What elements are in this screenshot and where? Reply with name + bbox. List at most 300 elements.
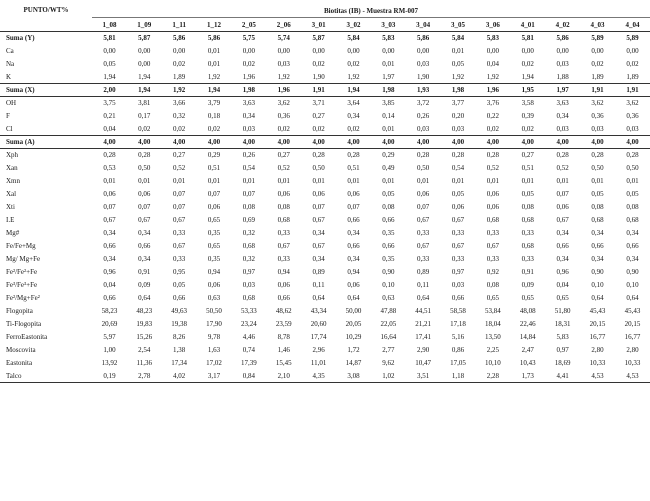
table-cell: 1,91 [615, 84, 650, 97]
table-cell: 5,86 [173, 34, 186, 43]
table-cell: 0,35 [382, 255, 395, 263]
column-header: 3_02 [336, 18, 371, 32]
table-cell: 2,78 [127, 370, 162, 383]
table-cell: 1,94 [103, 72, 116, 81]
table-cell: 3,77 [451, 99, 465, 108]
table-cell: 0,01 [451, 47, 465, 55]
table-cell: 0,34 [591, 255, 604, 263]
table-cell: 14,87 [345, 359, 362, 367]
row-label: Xan [6, 164, 18, 172]
table-cell: 10,10 [485, 359, 501, 367]
table-cell: 0,28 [417, 151, 430, 160]
table-cell: 17,90 [206, 320, 222, 328]
table-cell: 0,07 [347, 203, 360, 211]
table-cell: 0,32 [173, 112, 186, 120]
table-row [0, 123, 650, 136]
table-cell: 1,95 [510, 84, 545, 97]
table-cell: 0,01 [521, 177, 534, 185]
table-cell: 0,66 [591, 242, 604, 250]
table-cell: 0,33 [451, 255, 465, 263]
table-cell: 0,07 [417, 203, 430, 211]
table-cell: 0,07 [138, 203, 151, 211]
row-label: Fe³/Fe³+Fe [6, 281, 38, 289]
table-cell: 0,09 [138, 281, 151, 289]
table-cell: 0,50 [312, 164, 325, 172]
table-cell: 0,05 [626, 190, 639, 198]
table-row [0, 149, 650, 162]
table-cell: 0,52 [556, 164, 569, 172]
table-cell: 0,90 [626, 268, 639, 276]
table-cell: 4,00 [336, 136, 371, 149]
table-cell: 0,68 [277, 216, 290, 224]
table-cell: 0,00 [138, 60, 151, 68]
table-cell: 0,02 [486, 124, 500, 133]
table-cell: 0,06 [347, 281, 360, 289]
table-cell: 0,06 [347, 190, 360, 198]
table-cell: 0,00 [347, 47, 360, 55]
table-cell: 0,01 [347, 177, 360, 185]
table-cell: 0,11 [312, 281, 325, 289]
table-cell: 5,87 [312, 34, 325, 43]
table-cell: 0,33 [521, 229, 534, 237]
table-cell: 47,88 [380, 307, 397, 315]
table-cell: 3,71 [312, 99, 325, 108]
table-cell: 0,07 [556, 190, 569, 198]
table-cell: 0,28 [486, 151, 500, 160]
table-cell: 1,93 [406, 84, 441, 97]
table-cell: 0,96 [556, 268, 569, 276]
table-cell: 0,21 [103, 112, 116, 120]
table-cell: 5,89 [591, 34, 604, 43]
column-header: 1_11 [162, 18, 197, 32]
table-cell: 0,90 [591, 268, 604, 276]
table-cell: 0,69 [242, 216, 255, 224]
table-cell: 5,83 [382, 34, 395, 43]
table-cell: 0,07 [103, 203, 116, 211]
table-cell: 0,34 [556, 255, 569, 263]
table-cell: 3,75 [103, 99, 116, 108]
table-cell: 0,68 [626, 216, 639, 224]
table-cell: 0,03 [626, 124, 639, 133]
table-cell: 0,66 [347, 242, 360, 250]
table-cell: 0,63 [382, 294, 395, 302]
table-cell: 9,78 [207, 333, 221, 341]
table-cell: 3,85 [382, 99, 395, 108]
row-label: OH [6, 99, 17, 108]
table-cell: 0,08 [521, 203, 534, 211]
table-cell: 10,29 [345, 333, 362, 341]
table-cell: 0,06 [103, 190, 116, 198]
table-cell: 0,01 [382, 124, 395, 133]
table-cell: 0,28 [556, 151, 569, 160]
table-cell: 0,28 [347, 151, 360, 160]
table-cell: 17,41 [415, 333, 432, 341]
table-cell: 3,72 [417, 99, 430, 108]
table-cell: 0,36 [277, 112, 290, 120]
row-label: Eastonita [6, 359, 33, 367]
table-cell: 0,14 [382, 112, 395, 120]
table-cell: 0,02 [347, 124, 360, 133]
table-cell: 0,52 [277, 164, 290, 172]
table-row [0, 292, 650, 305]
table-cell: 0,00 [556, 47, 569, 55]
row-label: Mg# [6, 229, 20, 237]
table-cell: 0,06 [451, 203, 465, 211]
table-cell: 0,00 [277, 47, 290, 55]
table-cell: 5,84 [451, 34, 465, 43]
table-cell: 0,00 [382, 47, 395, 55]
table-cell: 0,29 [382, 151, 395, 160]
table-cell: 0,05 [521, 190, 534, 198]
table-cell: 0,02 [521, 60, 534, 68]
table-cell: 50,50 [206, 307, 222, 315]
table-cell: 0,26 [242, 151, 255, 160]
table-row [0, 32, 650, 45]
table-cell: 4,00 [231, 136, 266, 149]
table-cell: 0,65 [521, 294, 534, 302]
table-cell: 0,33 [486, 229, 500, 237]
table-cell: 0,00 [521, 47, 534, 55]
table-row [0, 97, 650, 110]
table-cell: 0,64 [138, 294, 151, 302]
table-cell: 0,02 [242, 60, 255, 68]
table-cell: 58,23 [101, 307, 118, 315]
table-cell: 22,05 [380, 320, 397, 328]
table-cell: 0,06 [556, 203, 569, 211]
table-cell: 3,58 [521, 99, 534, 108]
table-cell: 0,02 [521, 124, 534, 133]
table-body [0, 32, 650, 383]
table-cell: 0,01 [103, 177, 116, 185]
table-cell: 1,98 [441, 84, 476, 97]
table-cell: 4,53 [580, 370, 615, 383]
table-cell: 1,89 [173, 72, 186, 81]
table-row [0, 110, 650, 123]
table-cell: 4,00 [615, 136, 650, 149]
column-header: 2_06 [266, 18, 301, 32]
table-row [0, 175, 650, 188]
table-cell: 3,51 [406, 370, 441, 383]
table-cell: 0,67 [173, 216, 186, 224]
table-cell: 0,35 [207, 229, 221, 237]
table-cell: 0,03 [451, 124, 465, 133]
table-row [0, 240, 650, 253]
table-cell: 0,53 [103, 164, 116, 172]
table-cell: 0,04 [103, 124, 116, 133]
table-cell: 1,96 [475, 84, 510, 97]
table-row [0, 45, 650, 58]
table-cell: 0,68 [242, 294, 255, 302]
table-cell: 0,34 [347, 255, 360, 263]
table-cell: 1,97 [382, 72, 395, 81]
table-cell: 0,36 [626, 112, 639, 120]
table-cell: 45,43 [624, 307, 641, 315]
table-cell: 0,00 [103, 47, 116, 55]
table-cell: 0,64 [347, 294, 360, 302]
table-cell: 1,90 [417, 72, 430, 81]
table-cell: 0,08 [626, 203, 639, 211]
table-cell: 44,51 [415, 307, 432, 315]
table-cell: 0,10 [626, 281, 639, 289]
table-cell: 53,84 [485, 307, 501, 315]
column-header: 3_04 [406, 18, 441, 32]
table-cell: 0,10 [591, 281, 604, 289]
table-cell: 3,62 [277, 99, 290, 108]
table-cell: 0,33 [521, 255, 534, 263]
table-cell: 0,34 [242, 112, 255, 120]
table-cell: 19,83 [136, 320, 153, 328]
table-cell: 0,39 [521, 112, 534, 120]
table-cell: 0,00 [312, 47, 325, 55]
table-cell: 0,97 [242, 268, 255, 276]
column-header: 3_03 [371, 18, 406, 32]
table-cell: 5,81 [103, 34, 116, 43]
row-label: Suma (Y) [6, 34, 35, 43]
table-cell: 0,34 [138, 255, 151, 263]
table-cell: 0,68 [521, 216, 534, 224]
table-cell: 49,63 [171, 307, 188, 315]
table-cell: 0,35 [382, 229, 395, 237]
table-cell: 10,33 [624, 359, 641, 367]
table-cell: 4,00 [92, 136, 127, 149]
table-cell: 0,66 [556, 242, 569, 250]
table-cell: 3,64 [347, 99, 360, 108]
table-cell: 0,34 [312, 229, 325, 237]
table-cell: 0,95 [173, 268, 186, 276]
table-cell: 0,02 [207, 124, 221, 133]
table-cell: 1,00 [103, 346, 116, 354]
table-cell: 0,67 [417, 242, 430, 250]
table-cell: 16,77 [589, 333, 606, 341]
table-cell: 1,96 [242, 72, 255, 81]
table-cell: 0,27 [521, 151, 534, 160]
table-cell: 0,01 [486, 177, 500, 185]
table-cell: 8,78 [277, 333, 290, 341]
table-cell: 0,08 [591, 203, 604, 211]
table-cell: 0,52 [486, 164, 500, 172]
table-cell: 0,67 [451, 216, 465, 224]
row-label: Talco [0, 370, 92, 383]
table-cell: 20,69 [101, 320, 118, 328]
table-cell: 0,00 [173, 47, 186, 55]
row-label: Suma (A) [0, 136, 92, 149]
table-cell: 0,50 [591, 164, 604, 172]
row-label: Flogopita [6, 307, 33, 315]
table-cell: 10,43 [519, 359, 536, 367]
table-cell: 58,58 [450, 307, 466, 315]
table-cell: 0,01 [207, 60, 221, 68]
table-cell: 0,65 [207, 242, 221, 250]
table-cell: 0,28 [103, 151, 116, 160]
table-row [0, 344, 650, 357]
table-cell: 10,33 [589, 359, 606, 367]
table-cell: 0,33 [486, 255, 500, 263]
table-cell: 1,94 [197, 84, 232, 97]
table-cell: 0,02 [277, 124, 290, 133]
table-cell: 1,38 [173, 346, 186, 354]
table-cell: 0,34 [626, 255, 639, 263]
table-cell: 1,92 [277, 72, 290, 81]
table-cell: 3,66 [173, 99, 186, 108]
table-cell: 13,92 [101, 359, 118, 367]
table-cell: 0,33 [417, 255, 430, 263]
table-cell: 0,07 [312, 203, 325, 211]
table-cell: 20,60 [310, 320, 327, 328]
table-cell: 0,08 [382, 203, 395, 211]
table-cell: 0,91 [138, 268, 151, 276]
table-cell: 4,41 [545, 370, 580, 383]
table-cell: 0,33 [173, 255, 186, 263]
table-row [0, 357, 650, 370]
table-cell: 21,21 [415, 320, 432, 328]
table-cell: 0,63 [207, 294, 221, 302]
table-cell: 1,92 [162, 84, 197, 97]
table-cell: 1,96 [266, 84, 301, 97]
table-cell: 0,34 [312, 255, 325, 263]
table-cell: 0,91 [521, 268, 534, 276]
table-cell: 0,54 [242, 164, 255, 172]
table-cell: 0,66 [451, 294, 465, 302]
table-cell: 17,18 [450, 320, 466, 328]
table-cell: 3,81 [138, 99, 151, 108]
table-cell: 0,02 [591, 60, 604, 68]
table-cell: 11,36 [136, 359, 153, 367]
table-cell: 5,16 [451, 333, 465, 341]
row-label: Fe²/Fe²+Fe [6, 268, 38, 276]
table-cell: 0,01 [591, 177, 604, 185]
row-label: Ti-Flogopita [6, 320, 42, 328]
table-cell: 0,94 [277, 268, 290, 276]
table-cell: 0,51 [521, 164, 534, 172]
table-cell: 1,90 [312, 72, 325, 81]
table-row [0, 370, 650, 383]
table-cell: 0,03 [556, 60, 569, 68]
table-cell: 0,34 [556, 112, 569, 120]
table-cell: 15,45 [275, 359, 292, 367]
table-cell: 5,74 [277, 34, 290, 43]
table-cell: 4,00 [197, 136, 232, 149]
table-cell: 0,68 [486, 216, 500, 224]
table-cell: 0,64 [626, 294, 639, 302]
table-cell: 0,52 [173, 164, 186, 172]
table-cell: 4,46 [242, 333, 255, 341]
column-header: 4_01 [510, 18, 545, 32]
table-cell: 50,00 [345, 307, 362, 315]
table-cell: 0,35 [207, 255, 221, 263]
table-cell: 1,98 [371, 84, 406, 97]
table-cell: 19,38 [171, 320, 188, 328]
table-cell: 4,53 [615, 370, 650, 383]
table-cell: 11,01 [310, 359, 327, 367]
table-cell: 20,15 [624, 320, 641, 328]
table-cell: 0,28 [626, 151, 639, 160]
table-cell: 1,98 [231, 84, 266, 97]
table-cell: 23,24 [241, 320, 257, 328]
table-cell: 3,62 [626, 99, 639, 108]
table-cell: 1,73 [510, 370, 545, 383]
table-cell: 4,00 [510, 136, 545, 149]
table-cell: 1,46 [277, 346, 290, 354]
table-cell: 0,32 [242, 229, 255, 237]
table-row [0, 266, 650, 279]
table-cell: 23,59 [275, 320, 292, 328]
table-cell: 1,92 [451, 72, 465, 81]
table-cell: 0,02 [312, 124, 325, 133]
table-cell: 0,00 [417, 47, 430, 55]
table-cell: 3,79 [207, 99, 221, 108]
table-cell: 0,01 [207, 47, 221, 55]
table-cell: 0,66 [626, 242, 639, 250]
table-cell: 0,08 [277, 203, 290, 211]
table-cell: 0,67 [277, 242, 290, 250]
table-cell: 0,36 [591, 112, 604, 120]
table-cell: 0,06 [486, 190, 500, 198]
table-cell: 0,66 [173, 294, 186, 302]
table-cell: 0,66 [138, 242, 151, 250]
row-label: Cl [6, 124, 13, 133]
table-cell: 0,67 [103, 216, 116, 224]
table-cell: 0,94 [347, 268, 360, 276]
table-cell: 17,34 [171, 359, 188, 367]
table-cell: 48,62 [275, 307, 292, 315]
table-cell: 0,66 [382, 216, 395, 224]
table-row [0, 188, 650, 201]
table-cell: 1,94 [127, 84, 162, 97]
table-cell: 3,63 [242, 99, 255, 108]
table-row [0, 201, 650, 214]
table-cell: 0,02 [626, 60, 639, 68]
table-cell: 0,05 [591, 190, 604, 198]
table-cell: 2,80 [591, 346, 604, 354]
table-cell: 4,35 [301, 370, 336, 383]
table-cell: 5,87 [138, 34, 151, 43]
table-row [0, 318, 650, 331]
table-cell: 0,06 [486, 203, 500, 211]
biotite-composition-table [0, 4, 650, 383]
table-cell: 14,84 [519, 333, 536, 341]
table-cell: 1,02 [371, 370, 406, 383]
table-cell: 10,47 [415, 359, 432, 367]
table-cell: 0,29 [207, 151, 221, 160]
table-cell: 0,00 [138, 47, 151, 55]
table-cell: 5,86 [556, 34, 569, 43]
table-row [0, 331, 650, 344]
table-cell: 0,19 [92, 370, 127, 383]
table-cell: 0,34 [103, 255, 116, 263]
table-cell: 2,28 [475, 370, 510, 383]
table-cell: 0,06 [417, 190, 430, 198]
table-cell: 4,00 [301, 136, 336, 149]
table-cell: 0,22 [486, 112, 500, 120]
table-cell: 51,80 [554, 307, 571, 315]
column-header: 1_12 [197, 18, 232, 32]
table-cell: 0,02 [173, 60, 186, 68]
row-label: Xti [6, 203, 15, 211]
row-label: I.E [6, 216, 15, 224]
table-cell: 0,05 [173, 281, 186, 289]
table-cell: 1,89 [591, 72, 604, 81]
table-cell: 0,10 [382, 281, 395, 289]
table-cell: 22,46 [519, 320, 536, 328]
table-cell: 0,64 [312, 294, 325, 302]
table-cell: 2,25 [486, 346, 500, 354]
table-cell: 0,54 [451, 164, 465, 172]
table-cell: 4,00 [371, 136, 406, 149]
table-cell: 0,65 [556, 294, 569, 302]
table-cell: 0,04 [103, 281, 116, 289]
table-cell: 0,49 [382, 164, 395, 172]
row-label: K [6, 72, 12, 81]
